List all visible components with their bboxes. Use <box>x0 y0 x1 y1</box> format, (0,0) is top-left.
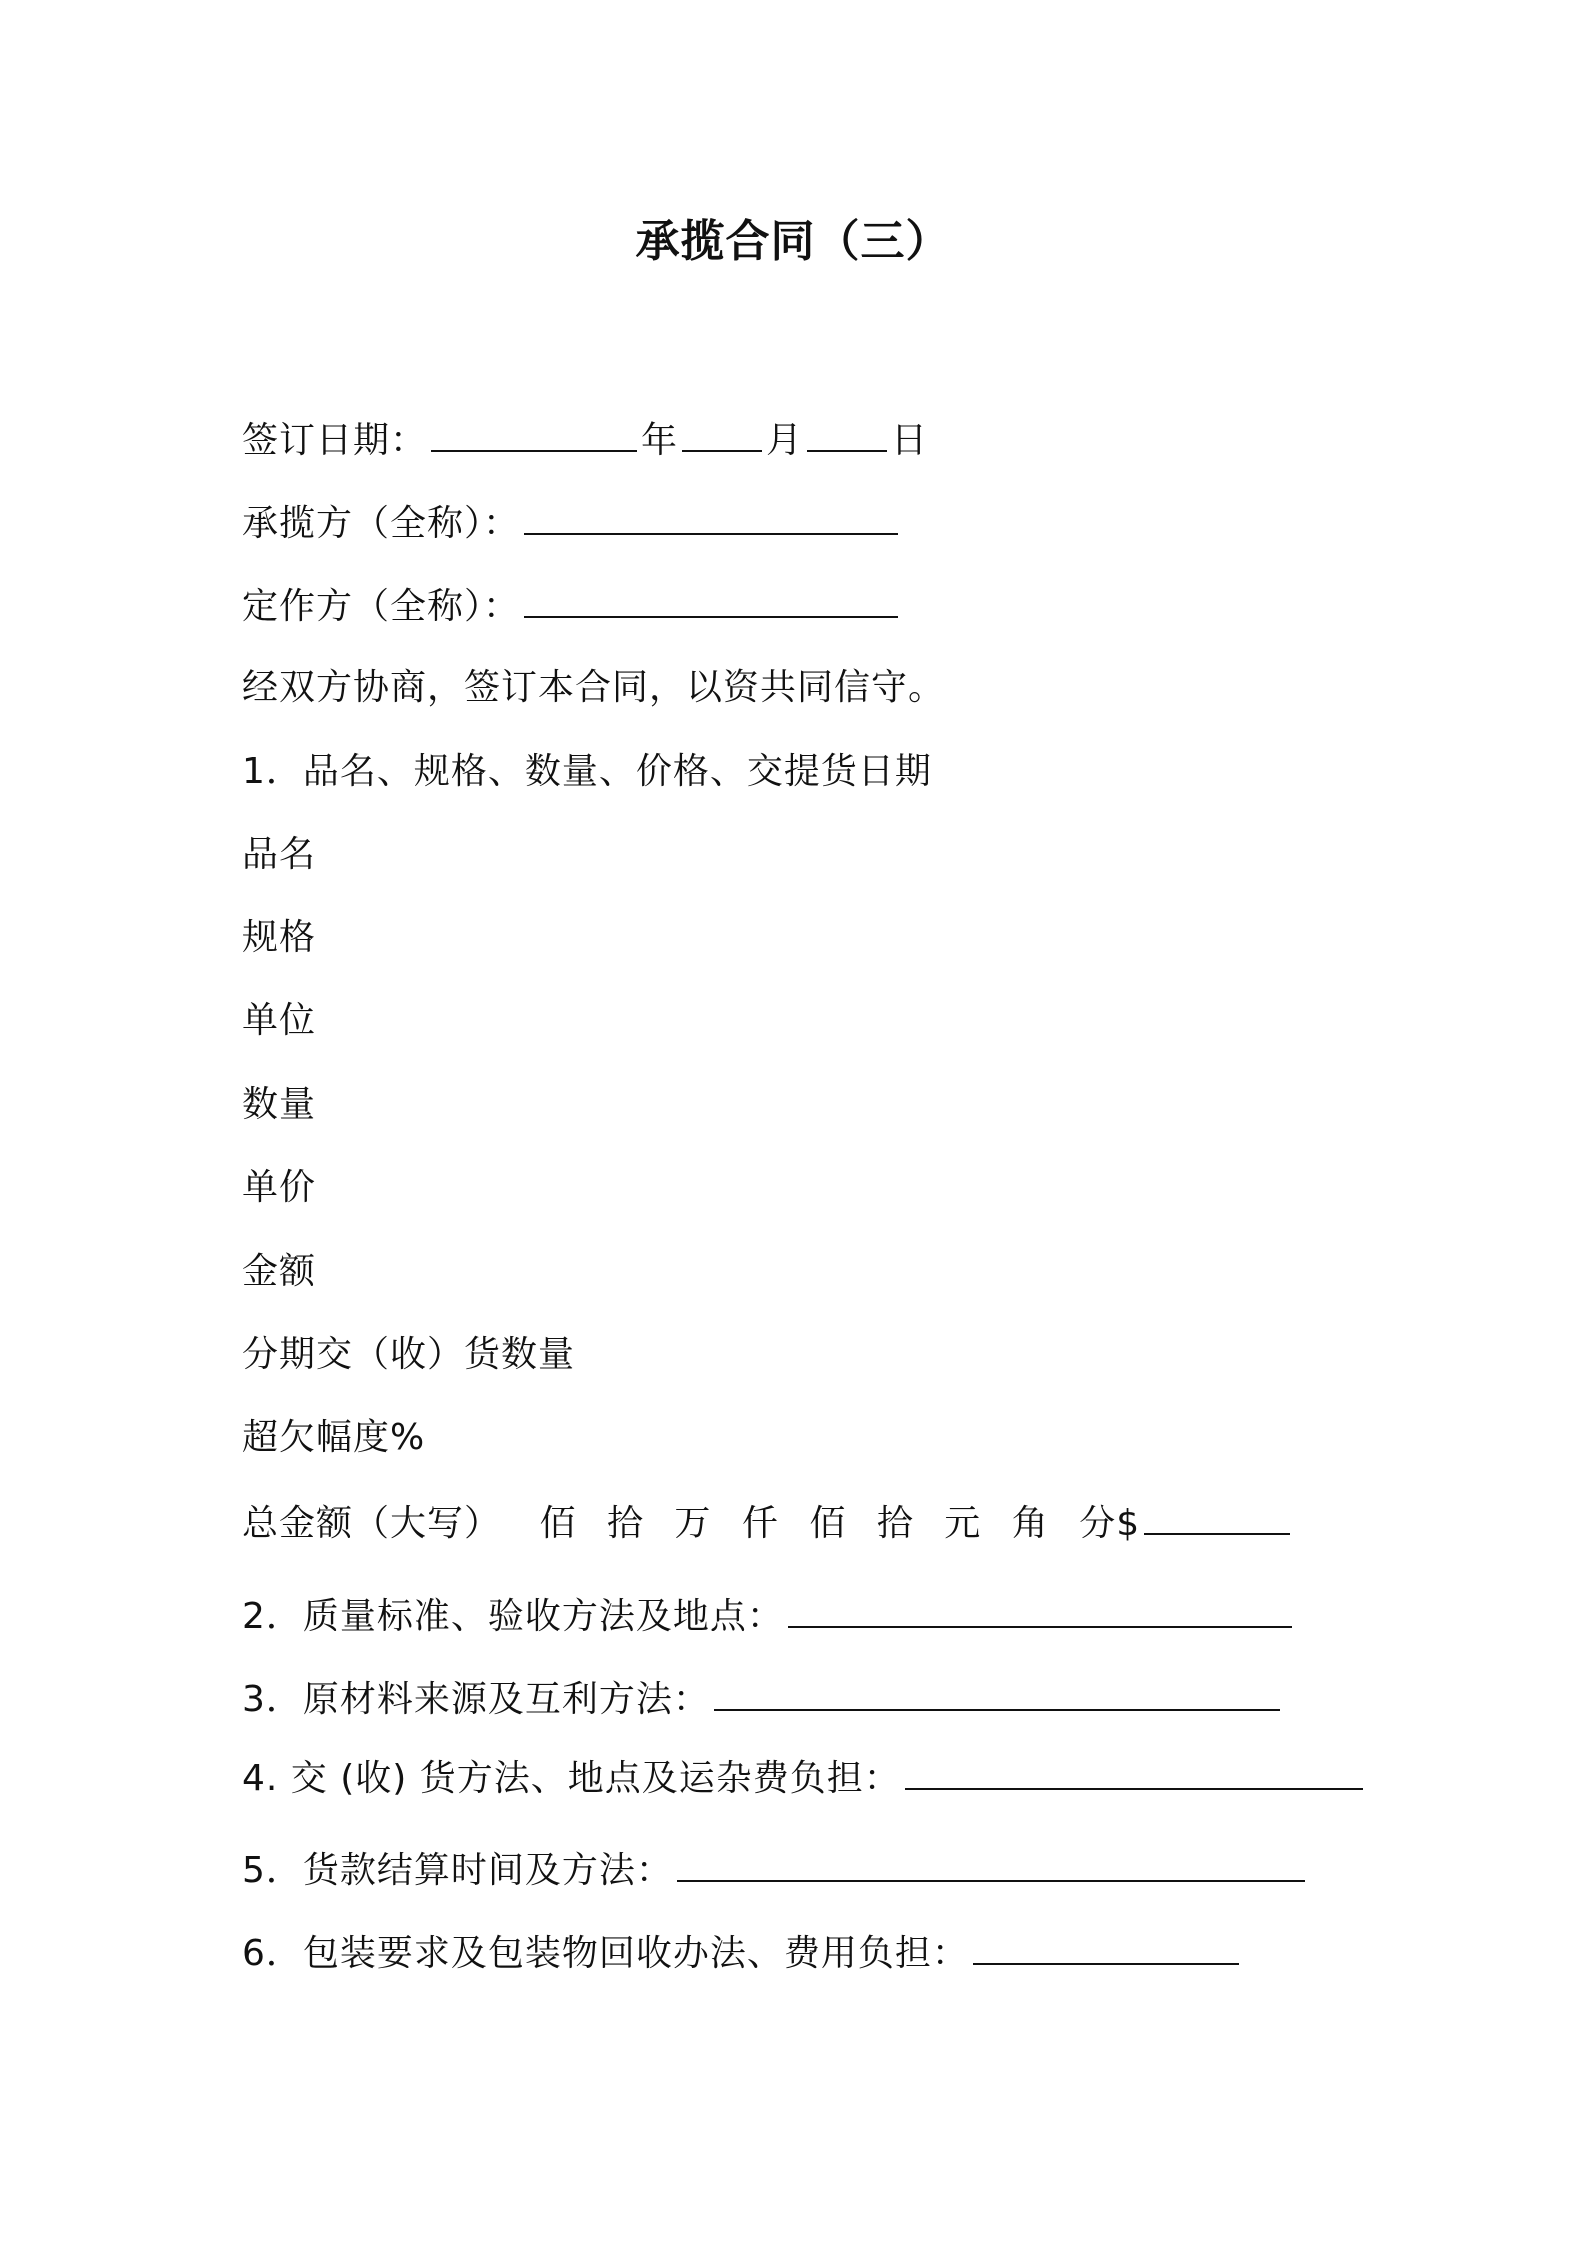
day-blank[interactable] <box>807 414 887 452</box>
clause-6-blank[interactable] <box>973 1927 1239 1965</box>
item-tolerance: 超欠幅度% <box>242 1417 426 1458</box>
clause-4-label: 4. 交 (收) 货方法、地点及运杂费负担： <box>242 1758 901 1799</box>
contractor-line <box>242 497 902 548</box>
intro-text: 经双方协商，签订本合同，以资共同信守。 <box>242 667 946 708</box>
unit-bai-2: 佰 <box>809 1503 847 1544</box>
clause-6-line <box>242 1927 1243 1978</box>
unit-shi-2: 拾 <box>876 1503 914 1544</box>
clause-5-blank[interactable] <box>677 1844 1305 1882</box>
unit-wan: 万 <box>674 1503 712 1544</box>
orderer-label: 定作方（全称）： <box>242 586 521 627</box>
clause-4-line <box>242 1752 1367 1803</box>
clause-3-blank[interactable] <box>714 1673 1280 1711</box>
clause-3-line <box>242 1673 1284 1724</box>
item-unit-price: 单价 <box>242 1167 317 1208</box>
item-quantity: 数量 <box>242 1084 317 1125</box>
unit-fen: 分 <box>1079 1503 1117 1544</box>
total-amount-blank[interactable] <box>1144 1497 1290 1535</box>
year-blank[interactable] <box>431 414 637 452</box>
unit-jiao: 角 <box>1011 1503 1049 1544</box>
clause-5-label: 5．货款结算时间及方法： <box>242 1850 673 1891</box>
unit-bai-1: 佰 <box>539 1503 577 1544</box>
month-blank[interactable] <box>682 414 762 452</box>
day-label: 日 <box>891 420 929 461</box>
unit-shi-1: 拾 <box>606 1503 644 1544</box>
contractor-blank[interactable] <box>524 497 898 535</box>
orderer-line <box>242 580 902 631</box>
clause-5-line <box>242 1844 1309 1895</box>
currency-sign: $ <box>1116 1503 1141 1544</box>
signing-date-line <box>242 414 928 465</box>
document-title: 承揽合同（三） <box>635 216 951 267</box>
unit-qian: 仟 <box>741 1503 779 1544</box>
orderer-blank[interactable] <box>524 580 898 618</box>
item-name: 品名 <box>242 834 317 875</box>
section-1-heading: 1．品名、规格、数量、价格、交提货日期 <box>242 751 932 792</box>
total-amount-line <box>242 1497 1294 1548</box>
clause-2-blank[interactable] <box>788 1590 1292 1628</box>
year-label: 年 <box>641 420 679 461</box>
unit-yuan: 元 <box>944 1503 982 1544</box>
item-spec: 规格 <box>242 917 317 958</box>
item-installment-qty: 分期交（收）货数量 <box>242 1334 576 1375</box>
clause-4-blank[interactable] <box>905 1752 1363 1790</box>
clause-6-label: 6．包装要求及包装物回收办法、费用负担： <box>242 1933 969 1974</box>
signing-date-label: 签订日期： <box>242 420 428 461</box>
clause-2-line <box>242 1590 1296 1641</box>
month-label: 月 <box>766 420 804 461</box>
total-amount-label: 总金额（大写） <box>242 1503 502 1544</box>
clause-2-label: 2．质量标准、验收方法及地点： <box>242 1596 784 1637</box>
item-amount: 金额 <box>242 1251 317 1292</box>
item-unit: 单位 <box>242 1000 317 1041</box>
clause-3-label: 3．原材料来源及互利方法： <box>242 1679 710 1720</box>
contractor-label: 承揽方（全称）： <box>242 503 521 544</box>
